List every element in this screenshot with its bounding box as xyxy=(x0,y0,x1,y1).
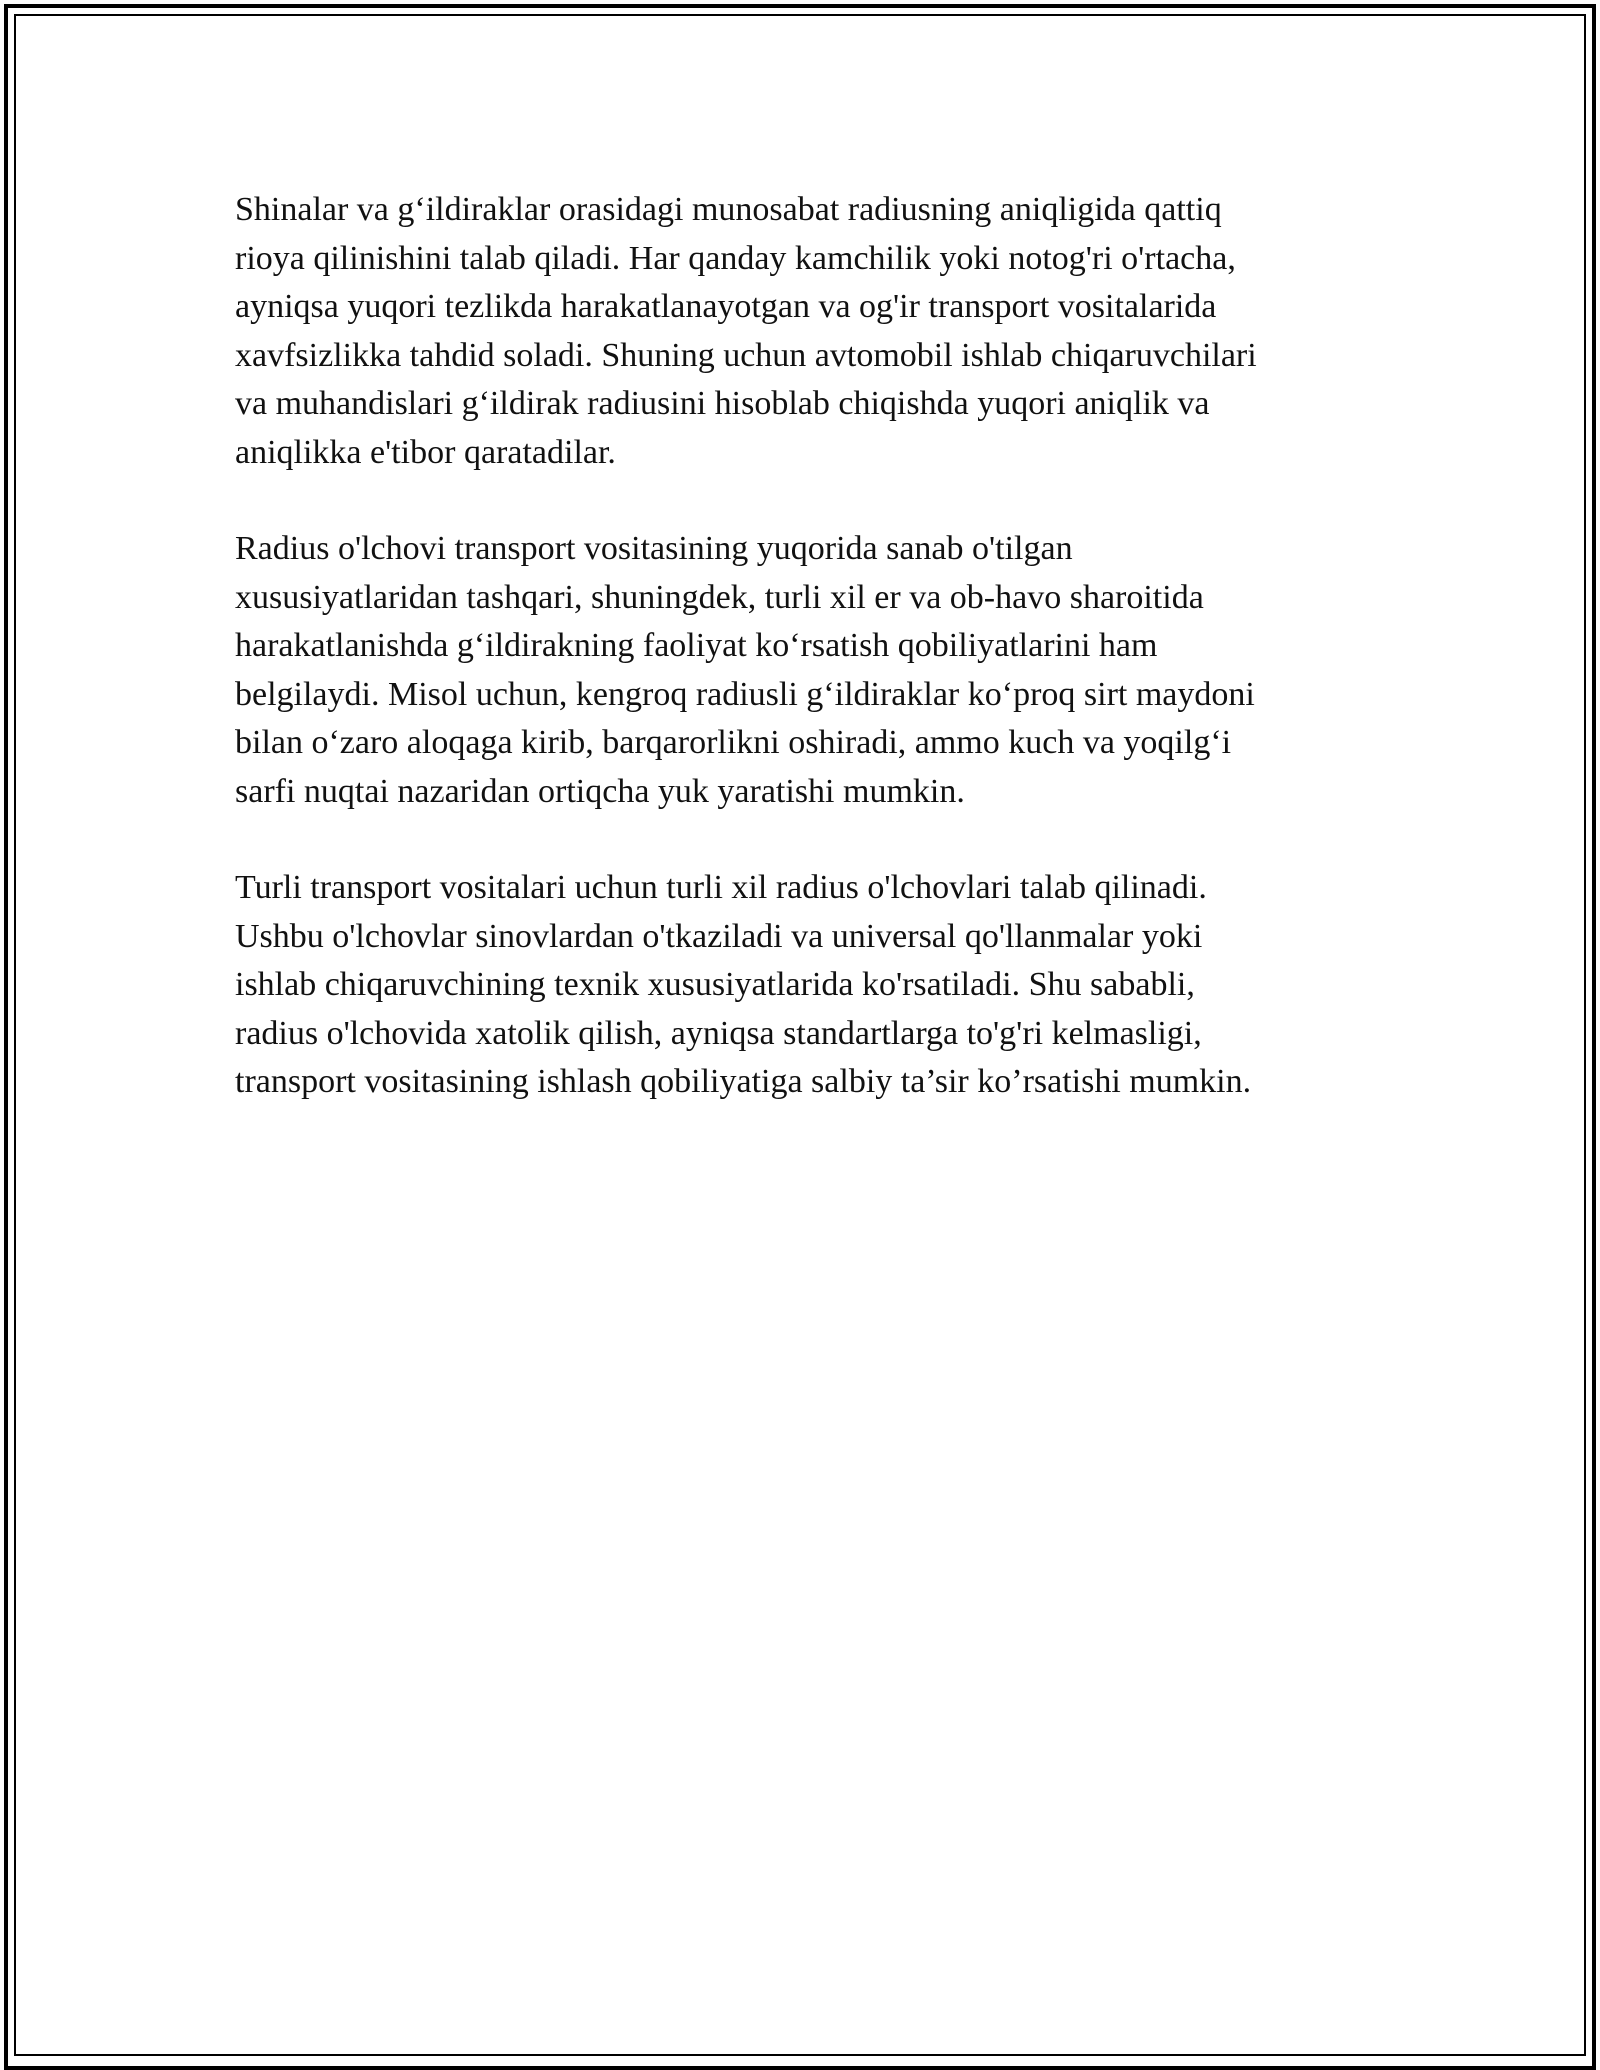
paragraph-line: xususiyatlaridan tashqari, shuningdek, turli xil er va ob-havo sharoitida xyxy=(235,578,1204,616)
paragraph-line: va muhandislari g‘ildirak radiusini hisoblab chiqishda yuqori aniqlik va xyxy=(235,385,1210,422)
paragraph-3 xyxy=(235,864,1375,1107)
paragraph-line: ayniqsa yuqori tezlikda harakatlanayotgan va og'ir transport vositalarida xyxy=(235,288,1217,325)
paragraph-line: ishlab chiqaruvchining texnik xususiyatlarida ko'rsatiladi. Shu sababli, xyxy=(235,966,1195,1003)
paragraph-line: radius o'lchovida xatolik qilish, ayniqsa standartlarga to'g'ri kelmasligi, xyxy=(235,1014,1202,1052)
paragraph-line: transport vositasining ishlash qobiliyatiga salbiy ta’sir ko’rsatishi mumkin. xyxy=(235,1063,1252,1100)
paragraph-1 xyxy=(235,186,1375,477)
paragraph-line: harakatlanishda g‘ildirakning faoliyat ko‘rsatish qobiliyatlarini ham xyxy=(235,627,1158,664)
paragraph-line: rioya qilinishini talab qiladi. Har qanday kamchilik yoki notog'ri o'rtacha, xyxy=(235,239,1236,277)
paragraph-line: Radius o'lchovi transport vositasining yuqorida sanab o'tilgan xyxy=(235,530,1073,567)
paragraph-line: sarfi nuqtai nazaridan ortiqcha yuk yaratishi mumkin. xyxy=(235,772,965,810)
paragraph-line: belgilaydi. Misol uchun, kengroq radiusli g‘ildiraklar ko‘proq sirt maydoni xyxy=(235,675,1255,713)
paragraph-line: Turli transport vositalari uchun turli xil radius o'lchovlari talab qilinadi. xyxy=(235,869,1207,906)
paragraph-line: bilan o‘zaro aloqaga kirib, barqarorlikni oshiradi, ammo kuch va yoqilg‘i xyxy=(235,724,1232,761)
paragraph-2 xyxy=(235,525,1375,816)
paragraph-line: Shinalar va g‘ildiraklar orasidagi munosabat radiusning aniqligida qattiq xyxy=(235,191,1222,228)
document-body xyxy=(235,186,1375,1155)
paragraph-line: aniqlikka e'tibor qaratadilar. xyxy=(235,433,616,471)
paragraph-line: xavfsizlikka tahdid soladi. Shuning uchun avtomobil ishlab chiqaruvchilari xyxy=(235,336,1257,374)
paragraph-line: Ushbu o'lchovlar sinovlardan o'tkaziladi va universal qo'llanmalar yoki xyxy=(235,917,1203,955)
